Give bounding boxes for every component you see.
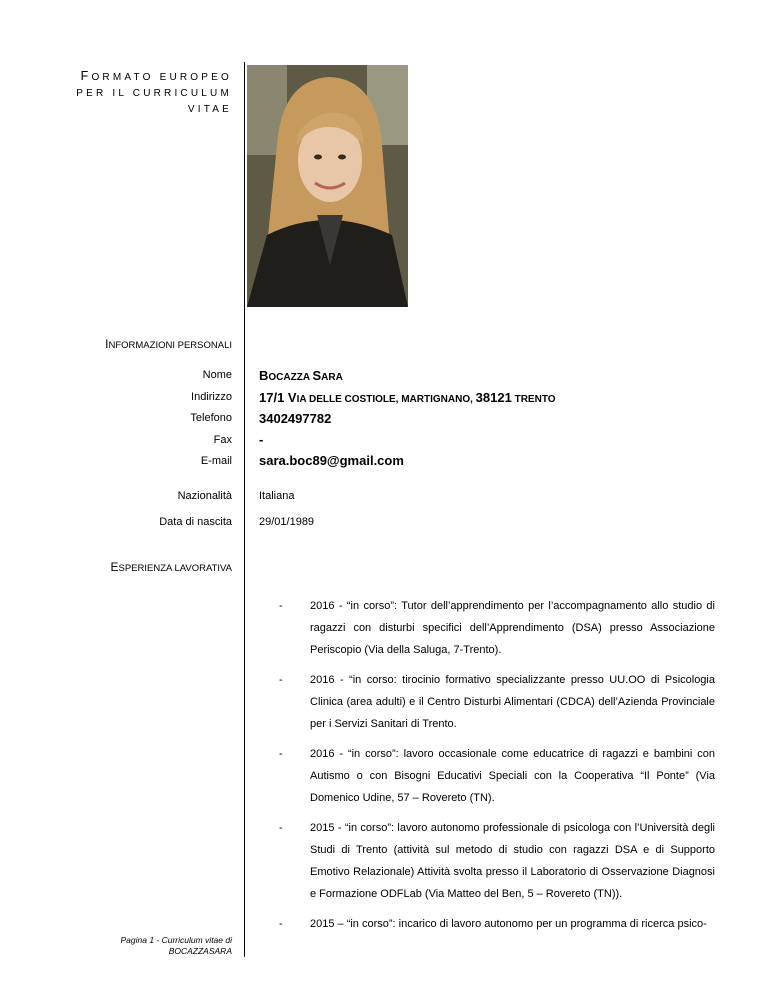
- bullet-dash: -: [279, 674, 283, 686]
- profile-photo-image: [247, 65, 408, 307]
- footer-line-1: Pagina 1 - Curriculum vitae di: [120, 935, 232, 945]
- bullet-dash: -: [279, 748, 283, 760]
- nationality-value: Italiana: [259, 490, 295, 502]
- title-line-3: VITAE: [187, 104, 232, 115]
- address-label: Indirizzo: [191, 391, 232, 403]
- bullet-dash: -: [279, 600, 283, 612]
- email-value[interactable]: sara.boc89@gmail.com: [259, 453, 404, 468]
- list-item-text: 2016 - “in corso: tirocinio formativo specializzante presso UU.OO di Psicologia Clinica (area adulti) e il Centro Disturbi Alimentari (CDCA) dell’Azienda Provinciale per i Servizi Sanitari di Trento.: [310, 674, 715, 730]
- title-line-2: PER IL CURRICULUM: [76, 88, 232, 99]
- page-footer: [40, 935, 232, 957]
- birth-date-label: Data di nascita: [159, 516, 232, 528]
- title-line-1: FORMATO EUROPEO: [80, 69, 232, 83]
- list-item: [279, 669, 715, 735]
- work-experience-list: [279, 595, 715, 943]
- phone-label: Telefono: [190, 412, 232, 424]
- name-label: Nome: [202, 369, 232, 381]
- address-value: 17/1 VIA DELLE COSTIOLE, MARTIGNANO, 38121 TRENTO: [259, 390, 556, 405]
- phone-value: 3402497782: [259, 411, 332, 426]
- birth-date-value: 29/01/1989: [259, 516, 315, 528]
- list-item-text: 2015 – “in corso”: incarico di lavoro autonomo per un programma di ricerca psico-: [310, 918, 707, 930]
- list-item: [279, 743, 715, 809]
- list-item: [279, 817, 715, 905]
- column-divider-line: [244, 62, 245, 957]
- email-label: E-mail: [200, 455, 232, 467]
- work-experience-heading: ESPERIENZA LAVORATIVA: [110, 560, 232, 574]
- list-item: [279, 595, 715, 661]
- footer-line-2: BOCAZZASARA: [168, 946, 232, 956]
- fax-label: Fax: [213, 434, 232, 446]
- list-item-text: 2016 - “in corso”: lavoro occasionale come educatrice di ragazzi e bambini con Autismo o con Bisogni Educativi Speciali con la Cooperativa “Il Ponte” (Via Domenico Udine, 57 – Rovereto (TN).: [310, 748, 715, 804]
- bullet-dash: -: [279, 918, 283, 930]
- fax-value: -: [259, 432, 264, 447]
- name-value: BOCAZZA SARA: [259, 368, 343, 383]
- document-title: [40, 68, 232, 118]
- profile-photo: [247, 65, 408, 307]
- list-item-text: 2015 - “in corso”: lavoro autonomo professionale di psicologa con l’Università degli Studi di Trento (attività sul metodo di studio con ragazzi DSA e di Supporto Emotivo Relazionale) Attività svolta presso il Laboratorio di Osservazione Diagnosi e Formazione ODFLab (Via Matteo del Ben, 5 – Rovereto (TN)).: [310, 822, 715, 900]
- list-item: [279, 913, 715, 935]
- nationality-label: Nazionalità: [177, 490, 232, 502]
- bullet-dash: -: [279, 822, 283, 834]
- list-item-text: 2016 - “in corso”: Tutor dell’apprendimento per l’accompagnamento allo studio di ragazzi con disturbi specifici dell’Apprendimento (DSA) presso Associazione Periscopio (Via della Saluga, 7-Trento).: [310, 600, 715, 656]
- personal-info-heading: INFORMAZIONI PERSONALI: [105, 337, 232, 351]
